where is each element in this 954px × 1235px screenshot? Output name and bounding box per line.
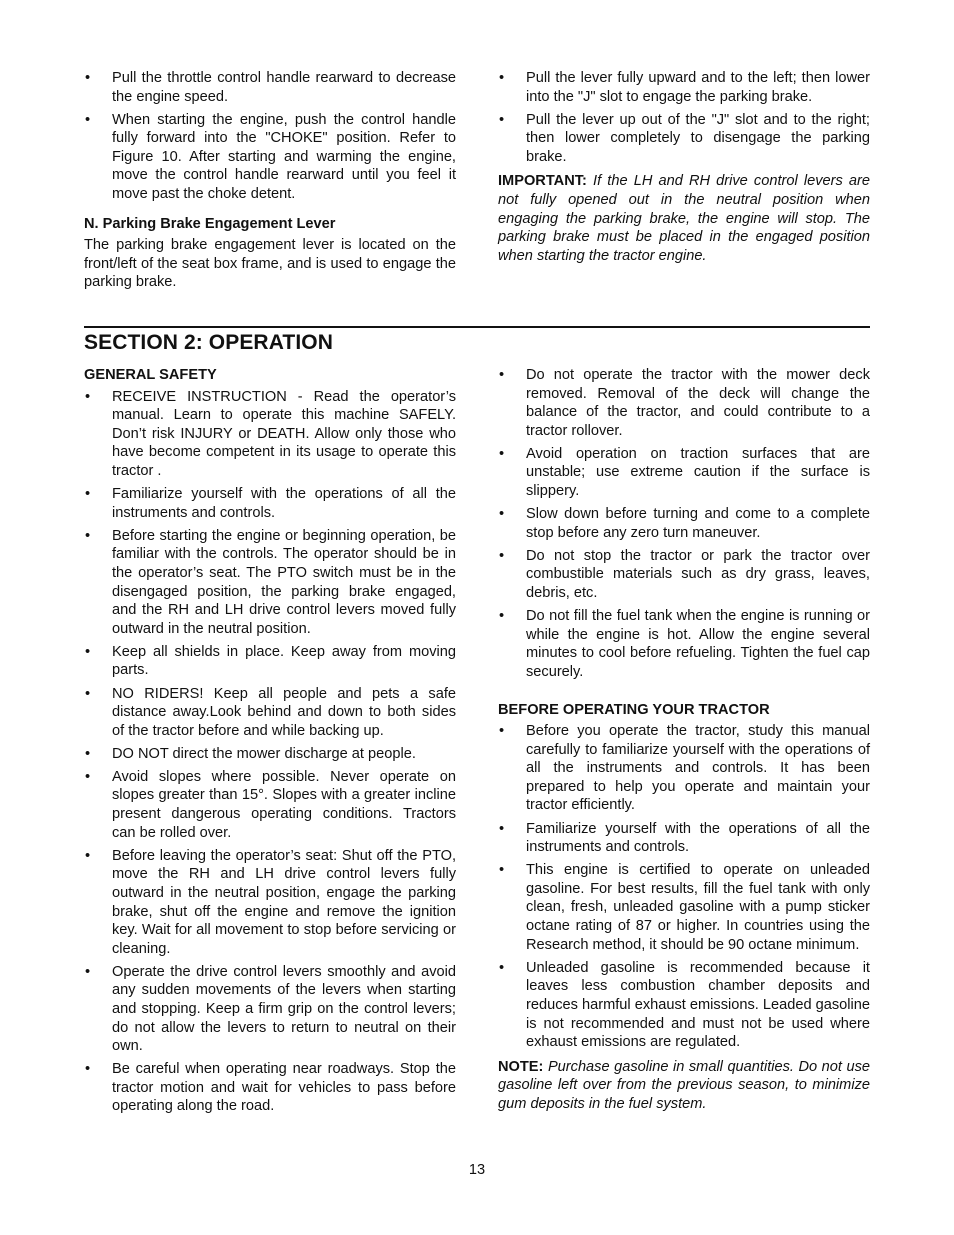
list-item: • NO RIDERS! Keep all people and pets a safe distance away.Look behind and down to both sides of the tractor before and while backing up. xyxy=(84,685,456,741)
list-item: • Do not fill the fuel tank when the engine is running or while the engine is hot. Allow the engine several minutes to cool before refueling. Tighten the fuel cap securely. xyxy=(498,607,870,681)
before-operating-bullet-list xyxy=(498,722,870,1052)
note-text: Purchase gasoline in small quantities. Do not use gasoline left over from the previous season, to minimize gum deposits in the fuel system. xyxy=(498,1058,871,1112)
list-item: • Familiarize yourself with the operations of all the instruments and controls. xyxy=(498,820,870,857)
list-item: • This engine is certified to operate on unleaded gasoline. For best results, fill the fuel tank with only clean, fresh, unleaded gasoline with a pump sticker octane rating of 87 or higher. In countries using the Research method, it should be 90 octane minimum. xyxy=(498,861,870,954)
before-operating-heading: BEFORE OPERATING YOUR TRACTOR xyxy=(498,701,770,718)
list-item: • Familiarize yourself with the operations of all the instruments and controls. xyxy=(84,485,456,522)
general-safety-bullet-list xyxy=(84,388,456,1116)
list-item: • Avoid operation on traction surfaces that are unstable; use extreme caution if the surface is slippery. xyxy=(498,445,870,501)
list-item: • Avoid slopes where possible. Never operate on slopes greater than 15°. Slopes with a greater incline present dangerous operating conditions. Tractors can be rolled over. xyxy=(84,768,456,842)
fuel-note xyxy=(498,1058,870,1114)
list-item: • Before you operate the tractor, study this manual carefully to familiarize yourself with the operations of all the instruments and controls. It has been prepared to help you operate and maintain your tractor efficiently. xyxy=(498,722,870,815)
list-item: • Pull the lever up out of the "J" slot and to the right; then lower completely to disengage the parking brake. xyxy=(498,111,870,167)
list-item: • Before starting the engine or beginning operation, be familiar with the controls. The operator should be in the operator’s seat. The PTO switch must be in the disengaged position, the parking brake engaged, and the RH and LH drive control levers moved fully outward in the neutral position. xyxy=(84,527,456,639)
section-divider xyxy=(84,326,870,328)
parking-brake-bullet-list xyxy=(498,69,870,166)
top-left-column xyxy=(84,69,456,292)
list-item: • Operate the drive control levers smoothly and avoid any sudden movements of the levers when starting and stopping. Keep a firm grip on the control levers; do not allow the levers to return to neutral on their own. xyxy=(84,963,456,1056)
general-safety-heading: GENERAL SAFETY xyxy=(84,367,217,383)
list-item: • Slow down before turning and come to a complete stop before any zero turn maneuver. xyxy=(498,505,870,542)
important-text: If the LH and RH drive control levers are not fully opened out in the neutral position when engaging the parking brake, the engine will stop. The parking brake must be placed in the engaged position when starting the tractor engine. xyxy=(498,173,871,264)
general-safety-left-column xyxy=(84,366,456,1121)
list-item: • Do not stop the tractor or park the tractor over combustible materials such as dry grass, leaves, debris, etc. xyxy=(498,547,870,603)
list-item: • RECEIVE INSTRUCTION - Read the operator’s manual. Learn to operate this machine SAFELY. Don’t risk INJURY or DEATH. Allow only those who have become competent in its usage to operate this tractor . xyxy=(84,388,456,481)
important-label: IMPORTANT: xyxy=(498,173,587,190)
list-item: • Be careful when operating near roadways. Stop the tractor motion and wait for vehicles to pass before operating along the road. xyxy=(84,1060,456,1116)
throttle-bullet-list xyxy=(84,69,456,204)
page-number: 13 xyxy=(468,1162,486,1178)
general-safety-continued-list xyxy=(498,366,870,682)
list-item: • Before leaving the operator’s seat: Shut off the PTO, move the RH and LH drive control levers fully outward in the neutral position, engage the parking brake, shut off the engine and remove the ignition key. Wait for all movement to stop before servicing or cleaning. xyxy=(84,847,456,959)
list-item: • Pull the lever fully upward and to the left; then lower into the "J" slot to engage the parking brake. xyxy=(498,69,870,106)
list-item: • Do not operate the tractor with the mower deck removed. Removal of the deck will change the balance of the tractor, and could contribute to a tractor rollover. xyxy=(498,366,870,440)
section-title: SECTION 2: OPERATION xyxy=(84,331,333,354)
parking-brake-heading: N. Parking Brake Engagement Lever xyxy=(84,215,336,232)
list-item: • Unleaded gasoline is recommended because it leaves less combustion chamber deposits and reduces harmful exhaust emissions. Leaded gasoline is not recommended and must not be used where exhaust emissions are regulated. xyxy=(498,959,870,1052)
list-item: • When starting the engine, push the control handle fully forward into the "CHOKE" position. Refer to Figure 10. After starting and warming the engine, move the control handle rearward until you feel it move past the choke detent. xyxy=(84,111,456,204)
note-label: NOTE: xyxy=(498,1058,544,1075)
top-right-column xyxy=(498,69,870,265)
list-item: • DO NOT direct the mower discharge at people. xyxy=(84,745,456,764)
general-safety-right-column xyxy=(498,366,870,1113)
important-note xyxy=(498,172,870,265)
list-item: • Keep all shields in place. Keep away from moving parts. xyxy=(84,643,456,680)
parking-brake-paragraph: The parking brake engagement lever is located on the front/left of the seat box frame, and is used to engage the parking brake. xyxy=(84,237,456,291)
list-item: • Pull the throttle control handle rearward to decrease the engine speed. xyxy=(84,69,456,106)
